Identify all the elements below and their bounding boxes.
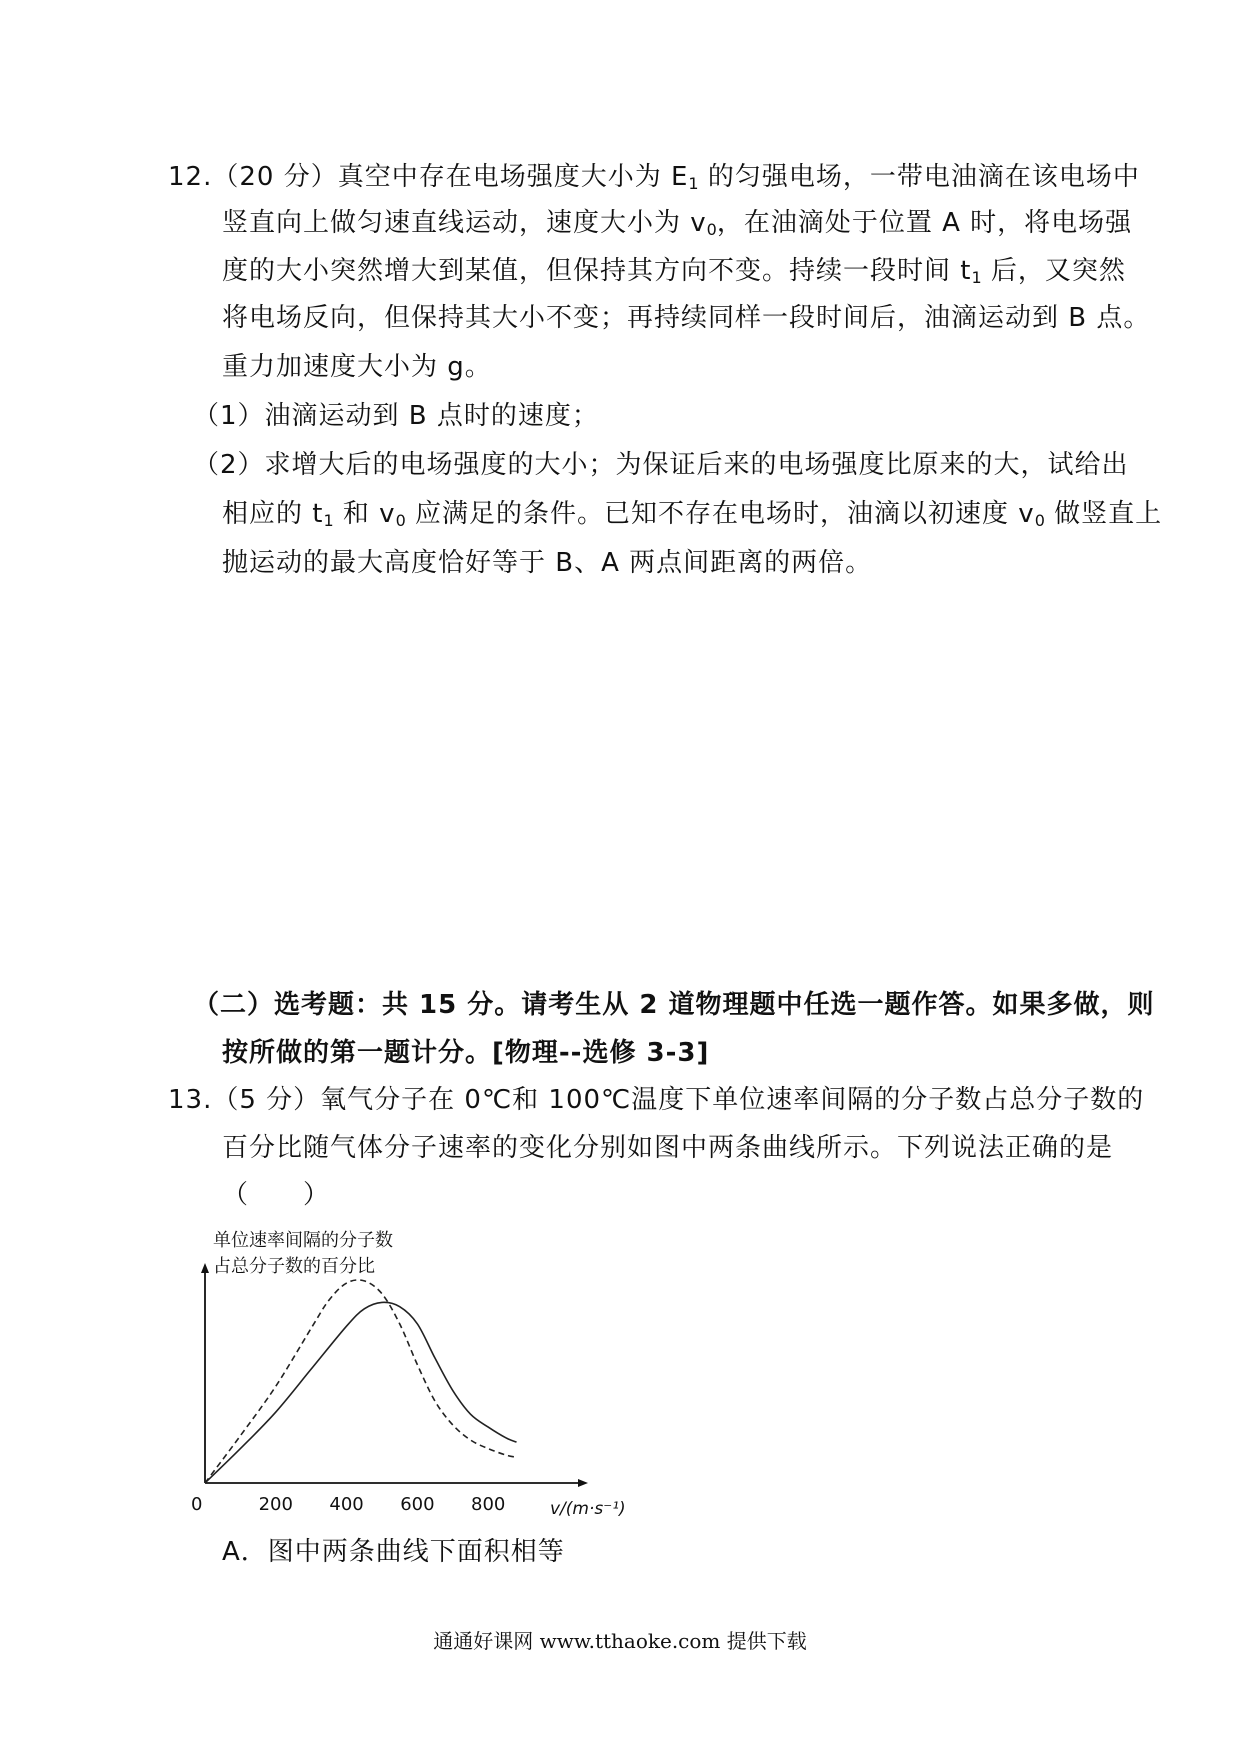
q12-line-5: 重力加速度大小为 g。 (222, 352, 492, 382)
q12-part-1: （1）油滴运动到 B 点时的速度； (193, 401, 599, 431)
section-heading-line-2: 按所做的第一题计分。[物理--选修 3-3] (222, 1038, 710, 1068)
section-heading-line-1: （二）选考题：共 15 分。请考生从 2 道物理题中任选一题作答。如果多做，则 (193, 990, 1155, 1020)
q12-line-1: 12.（20 分）真空中存在电场强度大小为 $E_1$ 的匀强电场，一带电油滴在该电场中 (168, 162, 1140, 193)
dashed-curve (205, 1280, 517, 1483)
q12-line-2: 竖直向上做匀速直线运动，速度大小为 $v_0$，在油滴处于位置 A 时，将电场强 (222, 208, 1133, 239)
q12-part-2-line-1: （2）求增大后的电场强度的大小；为保证后来的电场强度比原来的大，试给出 (193, 450, 1129, 480)
q13-answer-blank: （ ） (222, 1180, 331, 1210)
x-tick-label: 400 (329, 1494, 364, 1515)
solid-curve (205, 1302, 517, 1483)
q13-line-2: 百分比随气体分子速率的变化分别如图中两条曲线所示。下列说法正确的是 (222, 1133, 1114, 1163)
y-axis-label-line-2: 占总分子数的百分比 (213, 1256, 375, 1277)
q12-part-2-line-3: 抛运动的最大高度恰好等于 B、A 两点间距离的两倍。 (222, 548, 873, 578)
q12-part-2-line-2: 相应的 $t_1$ 和 $v_0$ 应满足的条件。已知不存在电场时，油滴以初速度 $v_0$ 做竖直上 (222, 499, 1163, 530)
q12-line-3: 度的大小突然增大到某值，但保持其方向不变。持续一段时间 $t_1$ 后，又突然 (222, 256, 1126, 287)
q13-option-a: A．图中两条曲线下面积相等 (222, 1537, 565, 1567)
x-axis-label: v/(m·s⁻¹) (550, 1499, 626, 1519)
speed-distribution-chart (185, 1228, 645, 1528)
x-tick-label: 600 (400, 1494, 435, 1515)
page-footer: 通通好课网 www.tthaoke.com 提供下载 (433, 1629, 807, 1653)
y-axis-label-line-1: 单位速率间隔的分子数 (213, 1230, 393, 1251)
q13-line-1: 13.（5 分）氧气分子在 0℃和 100℃温度下单位速率间隔的分子数占总分子数的 (168, 1085, 1145, 1115)
x-tick-label: 800 (471, 1494, 506, 1515)
q12-line-4: 将电场反向，但保持其大小不变；再持续同样一段时间后，油滴运动到 B 点。 (222, 303, 1151, 333)
x-tick-label: 200 (258, 1494, 293, 1515)
x-tick-label: 0 (191, 1494, 203, 1515)
